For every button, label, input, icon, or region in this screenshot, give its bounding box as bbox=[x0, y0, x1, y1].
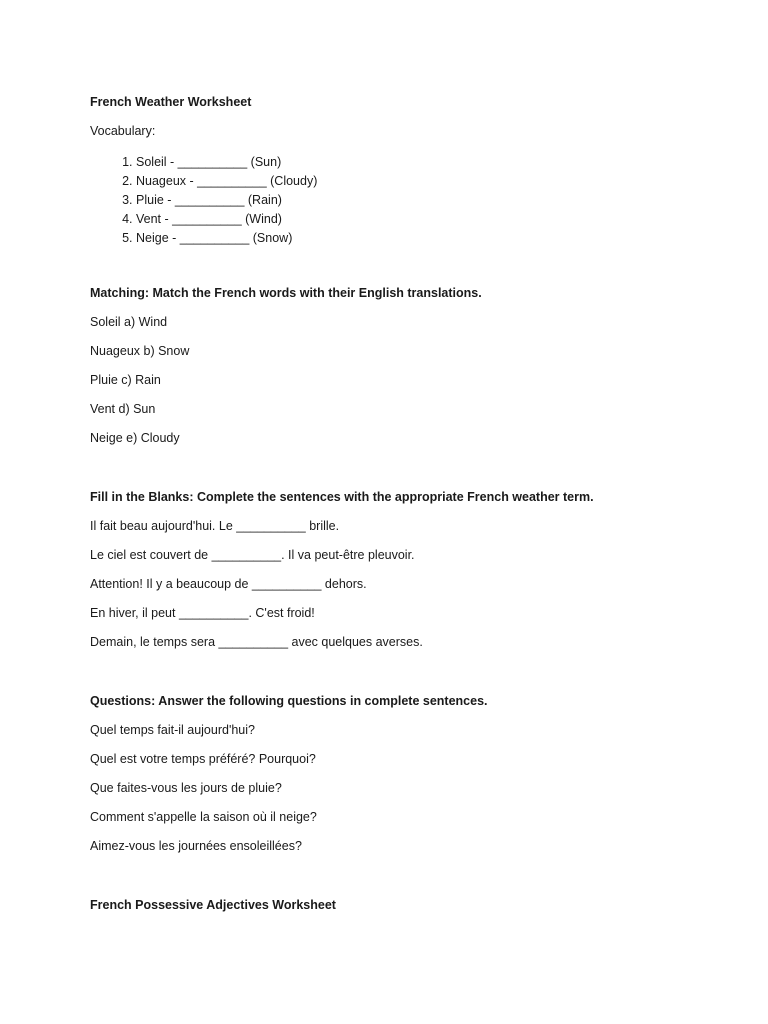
fill-blanks-section bbox=[90, 490, 710, 650]
vocabulary-heading: Vocabulary: bbox=[90, 124, 156, 138]
vocabulary-item: 5. Neige - __________ (Snow) bbox=[136, 229, 710, 248]
question-item: Quel temps fait-il aujourd'hui? bbox=[90, 723, 255, 737]
matching-item: Pluie c) Rain bbox=[90, 373, 161, 387]
matching-item: Vent d) Sun bbox=[90, 402, 156, 416]
fill-blank-sentence: Il fait beau aujourd'hui. Le __________ brille. bbox=[90, 519, 340, 533]
question-item: Quel est votre temps préféré? Pourquoi? bbox=[90, 752, 316, 766]
matching-item: Nuageux b) Snow bbox=[90, 344, 190, 358]
matching-item: Soleil a) Wind bbox=[90, 315, 168, 329]
worksheet-title: French Weather Worksheet bbox=[90, 95, 252, 109]
fill-blank-sentence: Demain, le temps sera __________ avec quelques averses. bbox=[90, 635, 423, 649]
matching-heading: Matching: Match the French words with their English translations. bbox=[90, 286, 482, 300]
vocabulary-item: 3. Pluie - __________ (Rain) bbox=[136, 191, 710, 210]
questions-heading: Questions: Answer the following questions in complete sentences. bbox=[90, 694, 488, 708]
fill-blanks-heading: Fill in the Blanks: Complete the sentences with the appropriate French weather term. bbox=[90, 490, 594, 504]
questions-section bbox=[90, 694, 710, 854]
matching-item: Neige e) Cloudy bbox=[90, 431, 180, 445]
fill-blank-sentence: Le ciel est couvert de __________. Il va peut-être pleuvoir. bbox=[90, 548, 415, 562]
document-page bbox=[90, 95, 710, 912]
vocabulary-list bbox=[90, 153, 710, 248]
question-item: Aimez-vous les journées ensoleillées? bbox=[90, 839, 302, 853]
question-item: Comment s'appelle la saison où il neige? bbox=[90, 810, 317, 824]
fill-blank-sentence: En hiver, il peut __________. C'est froid! bbox=[90, 606, 315, 620]
fill-blank-sentence: Attention! Il y a beaucoup de __________ dehors. bbox=[90, 577, 367, 591]
next-worksheet-title: French Possessive Adjectives Worksheet bbox=[90, 898, 336, 912]
vocabulary-item: 1. Soleil - __________ (Sun) bbox=[136, 153, 710, 172]
vocabulary-item: 4. Vent - __________ (Wind) bbox=[136, 210, 710, 229]
question-item: Que faites-vous les jours de pluie? bbox=[90, 781, 282, 795]
matching-section bbox=[90, 286, 710, 446]
vocabulary-item: 2. Nuageux - __________ (Cloudy) bbox=[136, 172, 710, 191]
